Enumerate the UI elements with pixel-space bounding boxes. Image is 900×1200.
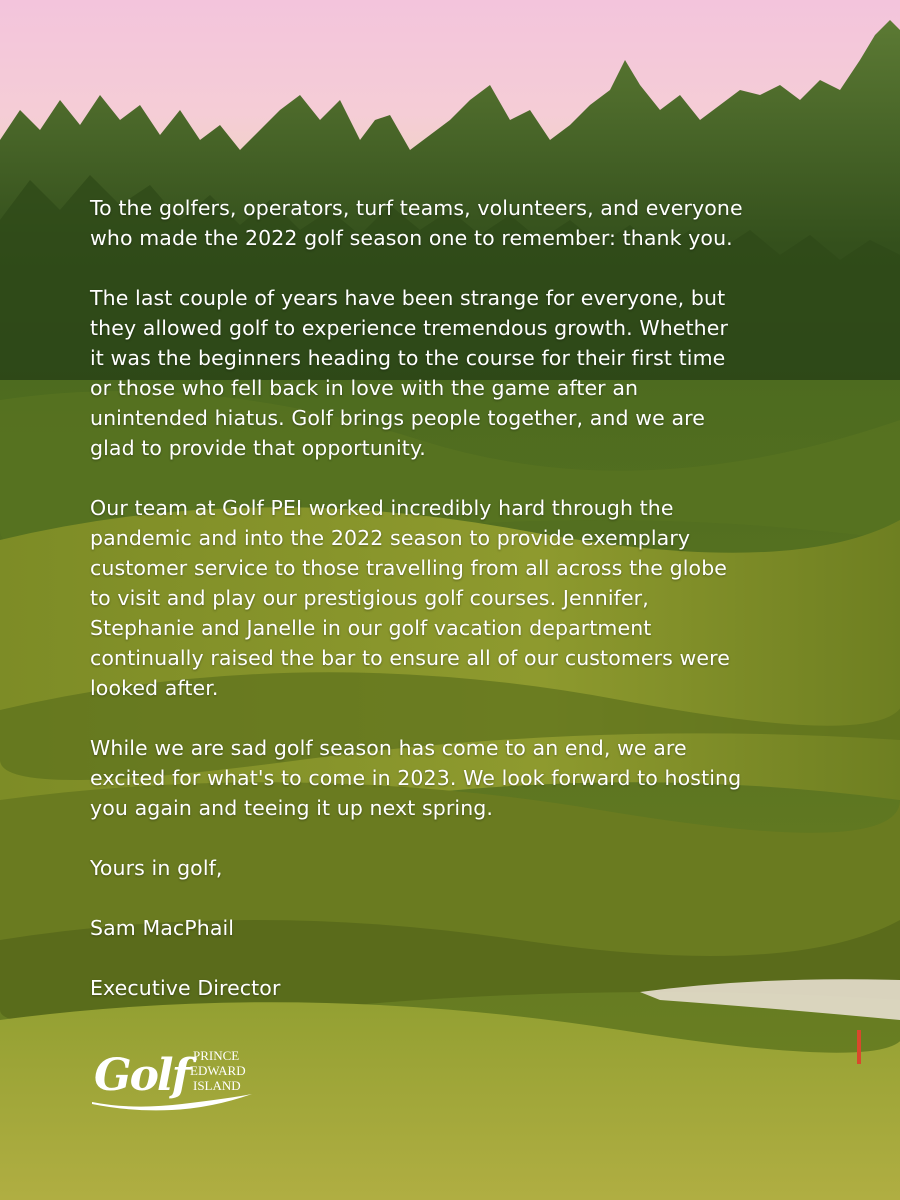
logo-edward: EDWARD bbox=[190, 1063, 246, 1078]
letter-line: who made the 2022 golf season one to remember: thank you. bbox=[90, 226, 733, 250]
letter-line: glad to provide that opportunity. bbox=[90, 436, 426, 460]
letter-line: Stephanie and Janelle in our golf vacation department bbox=[90, 616, 652, 640]
letter-line: unintended hiatus. Golf brings people together, and we are bbox=[90, 406, 705, 430]
letter-line: To the golfers, operators, turf teams, volunteers, and everyone bbox=[90, 196, 743, 220]
letter-line: looked after. bbox=[90, 676, 219, 700]
letter-closing: Yours in golf, bbox=[90, 856, 223, 880]
logo-island: ISLAND bbox=[193, 1078, 241, 1093]
letter-line: or those who fell back in love with the game after an bbox=[90, 376, 639, 400]
letter-line: pandemic and into the 2022 season to provide exemplary bbox=[90, 526, 691, 550]
signature-name: Sam MacPhail bbox=[90, 916, 235, 940]
letter-line: excited for what's to come in 2023. We look forward to hosting bbox=[90, 766, 742, 790]
letter-paragraph bbox=[90, 493, 850, 703]
letter-line: you again and teeing it up next spring. bbox=[90, 796, 494, 820]
letter-line: Our team at Golf PEI worked incredibly hard through the bbox=[90, 496, 674, 520]
letter-paragraph bbox=[90, 733, 850, 823]
letter-paragraph bbox=[90, 283, 850, 463]
letter-line: continually raised the bar to ensure all of our customers were bbox=[90, 646, 730, 670]
letter-line: they allowed golf to experience tremendous growth. Whether bbox=[90, 316, 728, 340]
letter-line: customer service to those travelling from all across the globe bbox=[90, 556, 728, 580]
letter-line: While we are sad golf season has come to an end, we are bbox=[90, 736, 687, 760]
golf-pei-logo bbox=[92, 1046, 262, 1114]
letter-body bbox=[90, 193, 850, 1033]
logo-golf-word: Golf bbox=[94, 1050, 189, 1101]
letter-paragraph bbox=[90, 193, 850, 253]
signature-title: Executive Director bbox=[90, 976, 281, 1000]
letter-line: it was the beginners heading to the course for their first time bbox=[90, 346, 726, 370]
letter-line: The last couple of years have been strange for everyone, but bbox=[90, 286, 726, 310]
logo-prince: PRINCE bbox=[193, 1048, 240, 1063]
letter-line: to visit and play our prestigious golf courses. Jennifer, bbox=[90, 586, 649, 610]
